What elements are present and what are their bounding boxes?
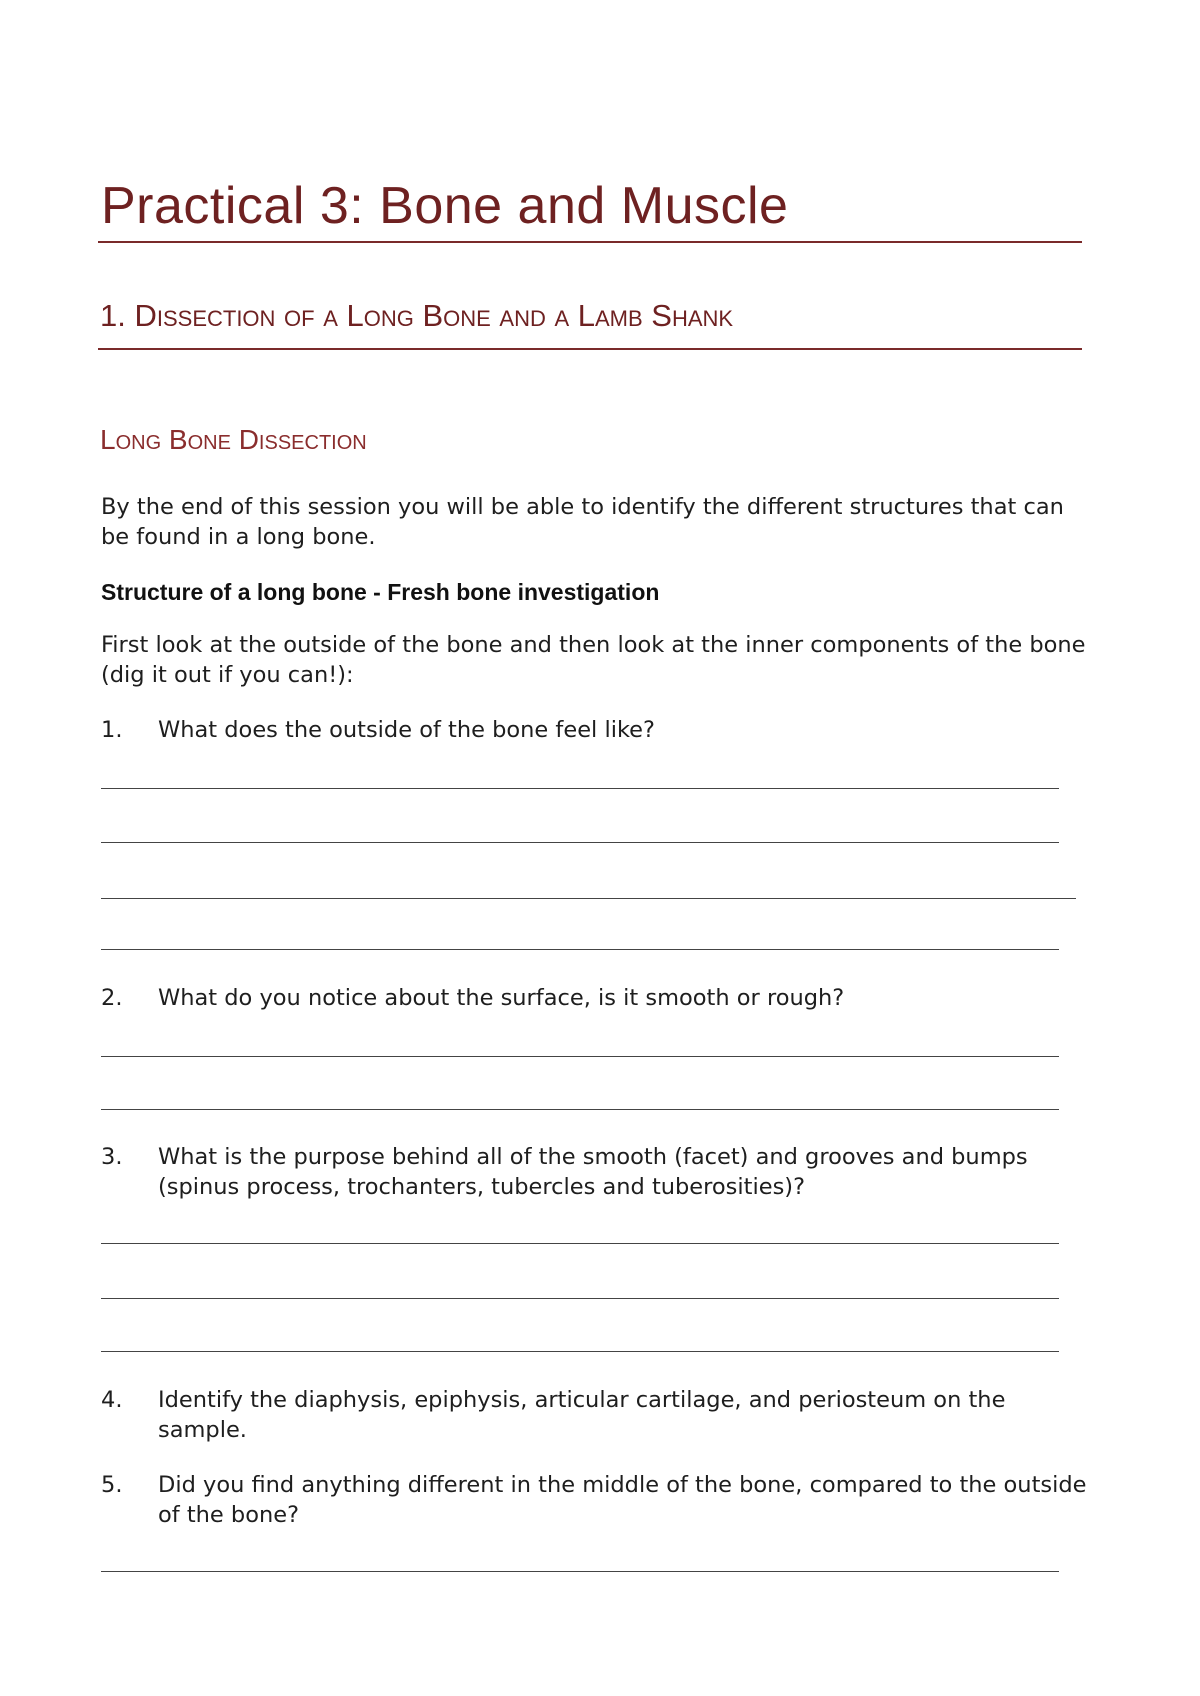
answer-line[interactable]: [101, 1243, 1059, 1244]
section-underline: [98, 348, 1082, 350]
question-2: [101, 983, 1091, 1013]
question-number: 3.: [101, 1144, 123, 1170]
answer-line[interactable]: [101, 898, 1076, 899]
question-3: [101, 1142, 1091, 1202]
intro-paragraph: By the end of this session you will be able to identify the different structures that can be found in a long bone.: [101, 494, 1064, 550]
answer-line[interactable]: [101, 842, 1059, 843]
answer-line[interactable]: [101, 788, 1059, 789]
question-number: 2.: [101, 985, 123, 1011]
question-text: What does the outside of the bone feel like?: [158, 717, 655, 743]
question-1: [101, 715, 1091, 745]
question-4: [101, 1385, 1091, 1445]
title-underline: [98, 241, 1082, 243]
answer-line[interactable]: [101, 1571, 1059, 1572]
instructions-paragraph: First look at the outside of the bone and then look at the inner components of the bone (dig it out if you can!):: [101, 632, 1086, 688]
question-text: Identify the diaphysis, epiphysis, articular cartilage, and periosteum on the sample.: [158, 1387, 1006, 1443]
question-number: 1.: [101, 717, 123, 743]
answer-line[interactable]: [101, 1109, 1059, 1110]
question-number: 4.: [101, 1387, 123, 1413]
answer-line[interactable]: [101, 1298, 1059, 1299]
answer-line[interactable]: [101, 949, 1059, 950]
question-text: What is the purpose behind all of the smooth (facet) and grooves and bumps (spinus process, trochanters, tubercles and tuberosities)?: [158, 1144, 1028, 1200]
section-heading: 1. Dissection of a Long Bone and a Lamb Shank: [100, 298, 734, 333]
page-title: Practical 3: Bone and Muscle: [101, 177, 789, 235]
question-text: Did you find anything different in the middle of the bone, compared to the outside of the bone?: [158, 1472, 1087, 1528]
answer-line[interactable]: [101, 1351, 1059, 1352]
question-text: What do you notice about the surface, is it smooth or rough?: [158, 985, 845, 1011]
subsection-heading: Long Bone Dissection: [100, 424, 367, 455]
answer-line[interactable]: [101, 1056, 1059, 1057]
question-number: 5.: [101, 1472, 123, 1498]
question-5: [101, 1470, 1091, 1530]
investigation-subhead: Structure of a long bone - Fresh bone investigation: [101, 579, 660, 605]
